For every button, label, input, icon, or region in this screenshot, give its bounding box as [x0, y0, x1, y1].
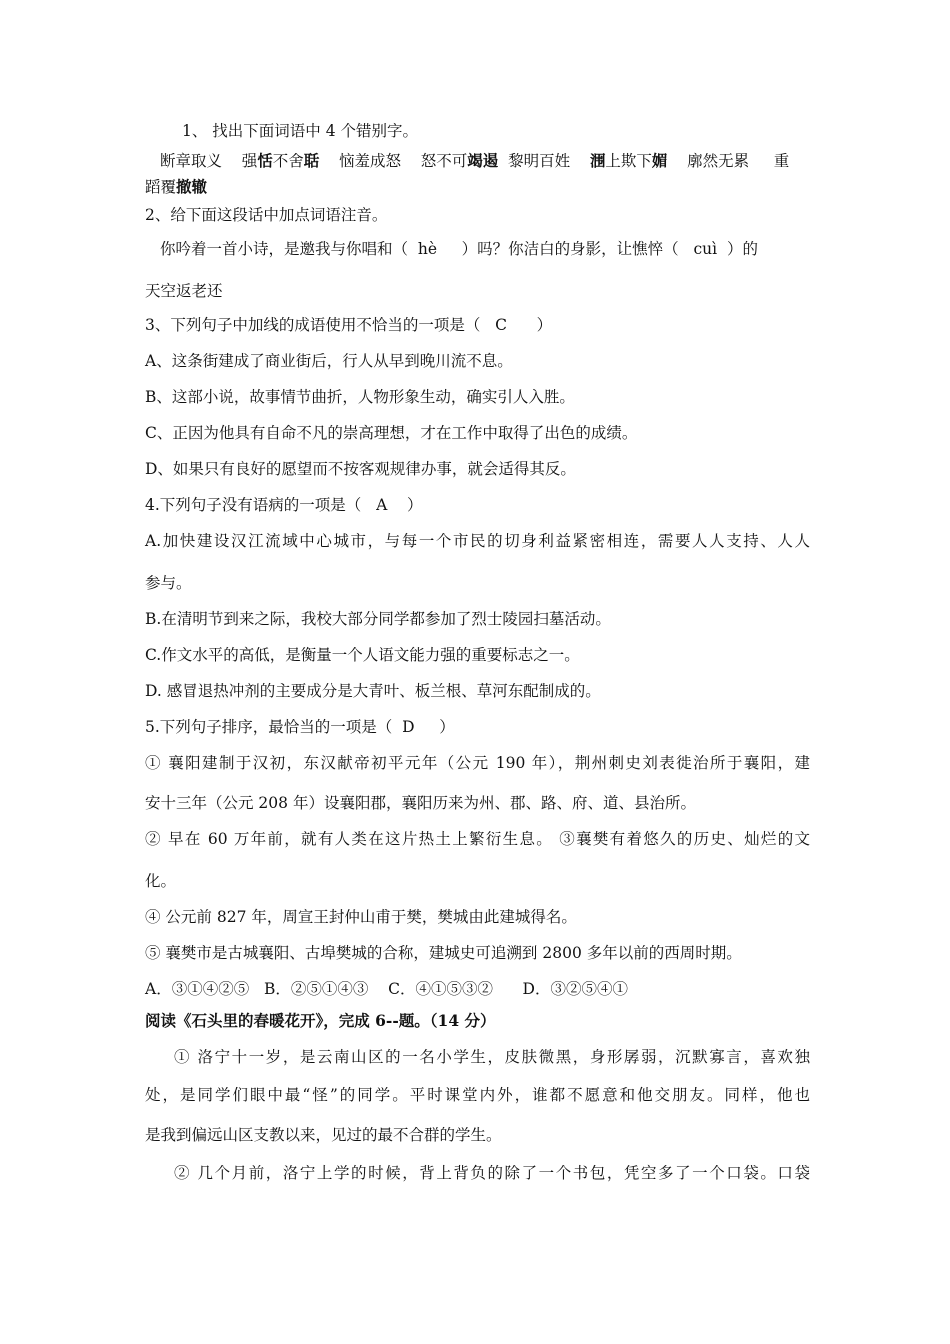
q5-choices [145, 978, 810, 1000]
word: 恼羞成怒 [339, 152, 402, 170]
q2-title: 2、给下面这段话中加点词语注音。 [145, 206, 388, 224]
word: 廓然无累 [687, 152, 750, 170]
word: 上欺下 [605, 152, 652, 170]
reading-heading: 阅读《石头里的春暖花开》，完成 6--题。（14 分） [145, 1011, 496, 1030]
word: 断章取义 [160, 152, 223, 170]
q5-sentence-1-line2: 安十三年（公元 208 年）设襄阳郡，襄阳历来为州、郡、路、府、道、县治所。 [145, 794, 696, 812]
choice: D．③②⑤④① [522, 980, 628, 998]
text: ）的 [726, 240, 758, 258]
choice: A．③①④②⑤ [145, 980, 250, 998]
answer: C [495, 316, 508, 334]
text: ）吗？你洁白的身影，让憔悴（ [461, 240, 679, 258]
choice: C．④①⑤③② [388, 980, 493, 998]
reading-p2-line1: ② 几个月前，洛宁上学的时候，背上背负的除了一个书包，凭空多了一个口袋。口袋 [174, 1164, 810, 1182]
q2-passage-line2: 天空返老还 [145, 282, 223, 300]
q3-option-d: D、如果只有良好的愿望而不按客观规律办事，就会适得其反。 [145, 460, 576, 478]
word: 重 [773, 152, 790, 170]
text: ） [536, 316, 553, 334]
wrong-char: 竭遏 [467, 151, 499, 170]
q1-words-line1 [160, 150, 808, 172]
q3-option-c: C、正因为他具有自命不凡的崇高理想，才在工作中取得了出色的成绩。 [145, 424, 638, 442]
q4-option-b: B.在清明节到来之际，我校大部分同学都参加了烈士陵园扫墓活动。 [145, 610, 611, 628]
text: 4.下列句子没有语病的一项是（ [145, 496, 362, 514]
q5-sentence-2-line1: ② 早在 60 万年前，就有人类在这片热土上繁衍生息。 ③襄樊有着悠久的历史、灿烂的文 [145, 830, 810, 848]
wrong-char: 撤辙 [176, 177, 208, 196]
choice: B．②⑤①④③ [263, 980, 369, 998]
answer: D [402, 718, 415, 736]
q3-title [145, 314, 810, 336]
q2-passage-line1 [160, 238, 808, 260]
reading-p1-line3: 是我到偏远山区支教以来，见过的最不合群的学生。 [145, 1126, 502, 1144]
answer: A [376, 496, 388, 514]
q5-sentence-2-line2: 化。 [145, 872, 177, 890]
wrong-char: 恬 [257, 151, 273, 170]
wrong-char: 聒 [303, 151, 320, 170]
q3-option-b: B、这部小说，故事情节曲折，人物形象生动，确实引人入胜。 [145, 388, 575, 406]
text: ） [407, 496, 423, 514]
wrong-char: 涠 [589, 151, 606, 170]
answer-pinyin: hè [417, 240, 438, 258]
word: 不舍 [272, 152, 304, 170]
q1-title: 1、 找出下面词语中 4 个错别字。 [182, 122, 419, 140]
q1-words-line2 [145, 176, 810, 198]
text: 3、下列句子中加线的成语使用不恰当的一项是（ [145, 316, 481, 334]
q5-sentence-5: ⑤ 襄樊市是古城襄阳、古埠樊城的合称，建城史可追溯到 2800 多年以前的西周时期。 [145, 944, 742, 962]
reading-p1-line2: 处，是同学们眼中最“怪”的同学。平时课堂内外，谁都不愿意和他交朋友。同样，他也 [145, 1086, 810, 1104]
text: 你吟着一首小诗，是邀我与你唱和（ [160, 240, 409, 258]
word: 黎明百姓 [508, 152, 571, 170]
word: 怒不可 [420, 152, 468, 170]
q5-sentence-1-line1: ① 襄阳建制于汉初，东汉献帝初平元年（公元 190 年），荆州刺史刘表徙治所于襄阳，建 [145, 754, 810, 772]
q5-sentence-4: ④ 公元前 827 年，周宣王封仲山甫于樊，樊城由此建城得名。 [145, 908, 577, 926]
q5-title [145, 716, 810, 738]
q4-option-a-line2: 参与。 [145, 574, 192, 592]
q4-option-c: C.作文水平的高低，是衡量一个人语文能力强的重要标志之一。 [145, 646, 580, 664]
text: 5.下列句子排序，最恰当的一项是（ [145, 718, 393, 736]
answer-pinyin: cuì [693, 240, 718, 258]
q3-option-a: A、这条街建成了商业街后，行人从早到晚川流不息。 [145, 352, 513, 370]
q4-option-a-line1: A.加快建设汉江流域中心城市，与每一个市民的切身利益紧密相连，需要人人支持、人人 [145, 532, 810, 550]
wrong-char: 媚 [651, 151, 668, 170]
q4-option-d: D. 感冒退热冲剂的主要成分是大青叶、板兰根、草河东配制成的。 [145, 682, 601, 700]
word: 强 [241, 152, 258, 170]
text: ） [439, 718, 455, 736]
word: 蹈覆 [145, 178, 177, 196]
reading-p1-line1: ① 洛宁十一岁，是云南山区的一名小学生，皮肤微黑，身形孱弱，沉默寡言，喜欢独 [174, 1048, 810, 1066]
q4-title [145, 494, 810, 516]
